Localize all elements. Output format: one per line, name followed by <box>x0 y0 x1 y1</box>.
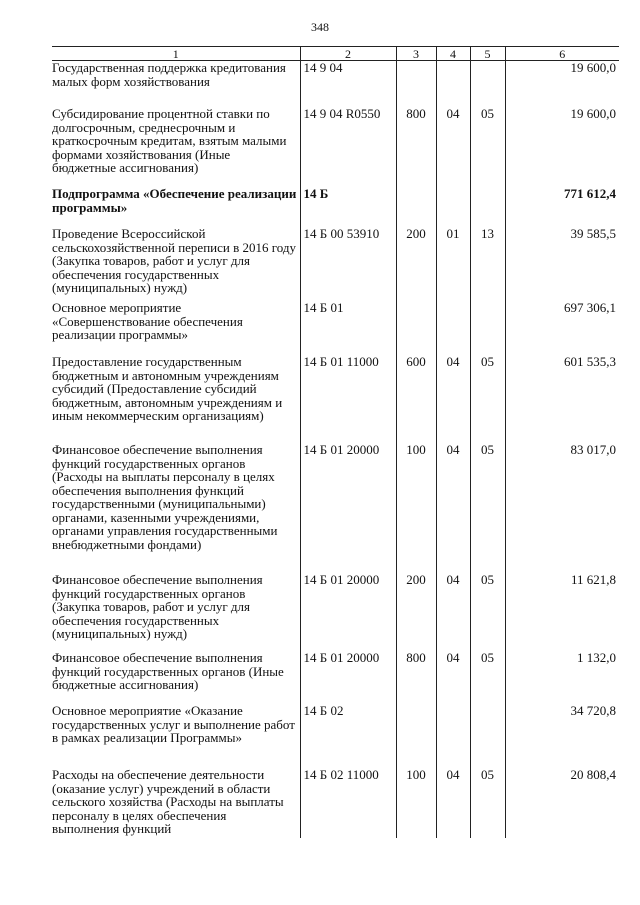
expense-name: Субсидирование процентной ставки по долгосрочным, среднесрочным и краткосрочным кредитам, взятым малыми формами хозяйствования (Иные бюджетные ассигнования) <box>52 106 287 175</box>
section: 01 <box>436 227 470 301</box>
page-number: 348 <box>311 20 329 34</box>
amount: 771 612,4 <box>505 187 619 227</box>
budget-code: 14 Б 01 20000 <box>300 573 396 651</box>
expense-type: 200 <box>396 227 436 301</box>
amount: 83 017,0 <box>505 443 619 573</box>
expense-name: Финансовое обеспечение выполнения функций государственных органов (Закупка товаров, работ и услуг для обеспечения государственных (муниципальных) нужд) <box>52 572 263 641</box>
budget-code: 14 Б 01 20000 <box>300 651 396 704</box>
expense-type: 800 <box>396 107 436 187</box>
amount: 19 600,0 <box>505 61 619 108</box>
table-row <box>52 107 619 187</box>
table-row <box>52 301 619 355</box>
budget-code: 14 Б <box>300 187 396 227</box>
subsection: 05 <box>470 768 505 838</box>
expense-type: 200 <box>396 573 436 651</box>
table-row <box>52 443 619 573</box>
section <box>436 187 470 227</box>
budget-code: 14 Б 01 <box>300 301 396 355</box>
expense-name: Подпрограмма «Обеспечение реализации программы» <box>52 186 297 215</box>
expense-type <box>396 704 436 768</box>
section: 04 <box>436 443 470 573</box>
subsection: 05 <box>470 573 505 651</box>
subsection <box>470 301 505 355</box>
amount: 19 600,0 <box>505 107 619 187</box>
table-row <box>52 355 619 443</box>
column-header-1: 1 <box>52 47 300 61</box>
table-row <box>52 187 619 227</box>
budget-code: 14 Б 00 53910 <box>300 227 396 301</box>
subsection: 05 <box>470 107 505 187</box>
subsection: 05 <box>470 355 505 443</box>
expense-name: Финансовое обеспечение выполнения функций государственных органов (Расходы на выплаты персоналу в целях обеспечения выполнения функций государственными (муниципальными) органами, казенными учреждениями, органами управления государственными внебюджетными фондами) <box>52 442 278 552</box>
subsection <box>470 61 505 108</box>
expense-name: Проведение Всероссийской сельскохозяйственной переписи в 2016 году (Закупка товаров, работ и услуг для обеспечения государственных (муниципальных) нужд) <box>52 226 296 295</box>
budget-code: 14 Б 01 20000 <box>300 443 396 573</box>
table-row <box>52 768 619 838</box>
section <box>436 704 470 768</box>
expense-type <box>396 301 436 355</box>
expense-type: 100 <box>396 443 436 573</box>
subsection: 05 <box>470 443 505 573</box>
amount: 39 585,5 <box>505 227 619 301</box>
expense-name: Основное мероприятие «Совершенствование обеспечения реализации программы» <box>52 300 243 342</box>
subsection <box>470 187 505 227</box>
amount: 20 808,4 <box>505 768 619 838</box>
budget-code: 14 Б 01 11000 <box>300 355 396 443</box>
column-header-3: 3 <box>396 47 436 61</box>
table-row <box>52 704 619 768</box>
section: 04 <box>436 651 470 704</box>
expense-name: Предоставление государственным бюджетным и автономным учреждениям субсидий (Предоставление субсидий бюджетным, автономным учреждениям и иным некоммерческим организациям) <box>52 354 283 423</box>
amount: 601 535,3 <box>505 355 619 443</box>
column-header-4: 4 <box>436 47 470 61</box>
table-row <box>52 61 619 108</box>
expense-name: Финансовое обеспечение выполнения функций государственных органов (Иные бюджетные ассигнования) <box>52 650 284 692</box>
section <box>436 61 470 108</box>
subsection: 05 <box>470 651 505 704</box>
expense-name: Государственная поддержка кредитования малых форм хозяйствования <box>52 60 286 89</box>
subsection: 13 <box>470 227 505 301</box>
table-row <box>52 227 619 301</box>
expense-type <box>396 187 436 227</box>
amount: 1 132,0 <box>505 651 619 704</box>
section: 04 <box>436 355 470 443</box>
budget-table <box>52 46 619 838</box>
budget-code: 14 Б 02 <box>300 704 396 768</box>
column-header-2: 2 <box>300 47 396 61</box>
header-row <box>52 47 619 61</box>
expense-type: 600 <box>396 355 436 443</box>
amount: 11 621,8 <box>505 573 619 651</box>
expense-name: Основное мероприятие «Оказание государственных услуг и выполнение работ в рамках реализации Программы» <box>52 703 295 745</box>
amount: 34 720,8 <box>505 704 619 768</box>
amount: 697 306,1 <box>505 301 619 355</box>
table-row <box>52 573 619 651</box>
budget-code: 14 9 04 <box>300 61 396 108</box>
column-header-5: 5 <box>470 47 505 61</box>
table-row <box>52 651 619 704</box>
expense-type <box>396 61 436 108</box>
column-header-6: 6 <box>505 47 619 61</box>
section <box>436 301 470 355</box>
budget-code: 14 9 04 R0550 <box>300 107 396 187</box>
subsection <box>470 704 505 768</box>
section: 04 <box>436 573 470 651</box>
section: 04 <box>436 107 470 187</box>
budget-code: 14 Б 02 11000 <box>300 768 396 838</box>
expense-name: Расходы на обеспечение деятельности (оказание услуг) учреждений в области сельского хозяйства (Расходы на выплаты персоналу в целях обеспечения выполнения функций <box>52 767 284 836</box>
section: 04 <box>436 768 470 838</box>
expense-type: 800 <box>396 651 436 704</box>
expense-type: 100 <box>396 768 436 838</box>
